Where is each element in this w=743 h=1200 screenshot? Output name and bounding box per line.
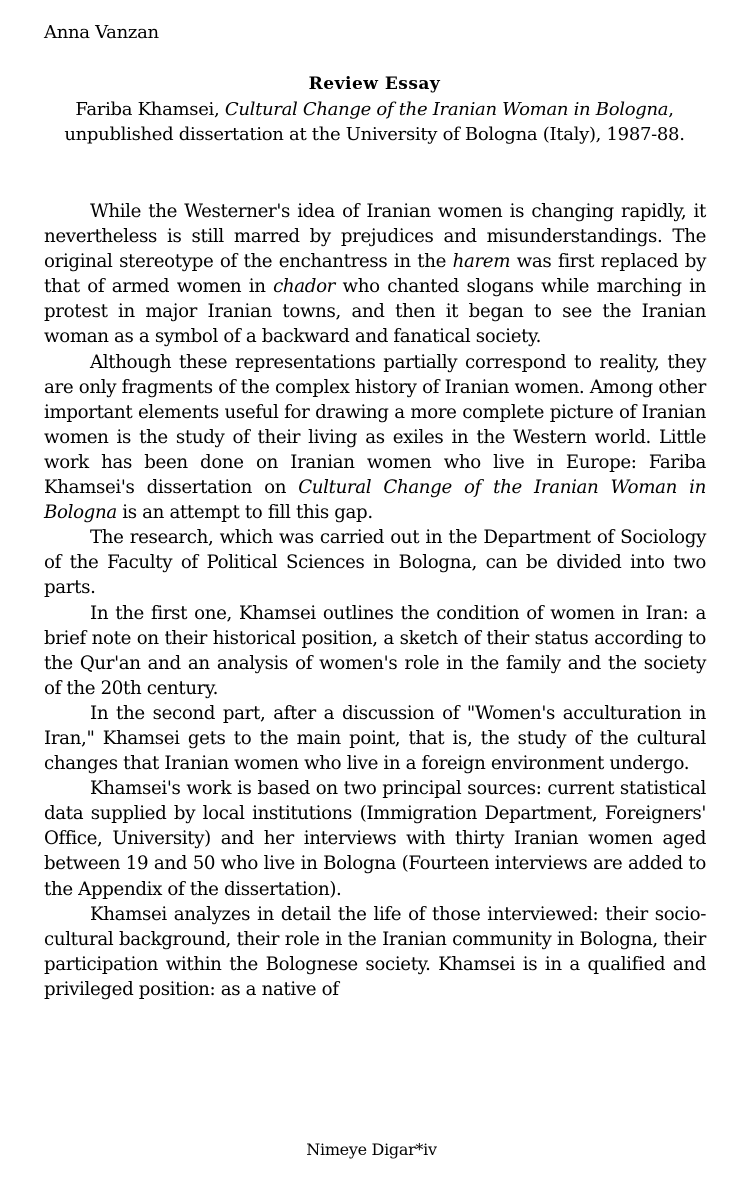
paragraph-7: Khamsei analyzes in detail the life of those interviewed: their socio-cultural background, their role in the Iranian community in Bologna, their participation within the Bolognese society. Khamsei is in a qualified and privileged position: as a native of xyxy=(44,903,706,1000)
text-run: While the Westerner's idea of Iranian women is changing rapidly, it nevertheless is still marred by prejudices and misunderstandings. The original stereotype of the enchantress in the xyxy=(44,201,706,273)
text-run: Although these representations partially correspond to reality, they are only fragments of the complex history of Iranian women. Among other important elements useful for drawing a more complete picture of Iranian women is the study of their living as exiles in the Western world. Little work has been done on Iranian women who live in Europe: Fariba Khamsei's dissertation on xyxy=(44,351,706,499)
page-footer: Nimeye Digar*iv xyxy=(306,1140,437,1159)
paragraph-6: Khamsei's work is based on two principal sources: current statistical data supplied by local institutions (Immigration Department, Foreigners' Office, University) and her interviews with thirty Iranian women aged between 19 and 50 who live in Bologna (Fourteen interviews are added to the Appendix of the dissertation). xyxy=(44,778,706,900)
text-run: who chanted slogans while marching in protest in major Iranian towns, and then it began to see the Iranian woman as a symbol of a backward and fanatical society. xyxy=(44,276,706,348)
review-title-block xyxy=(44,72,705,147)
citation-title: Cultural Change of the Iranian Woman in Bologna xyxy=(224,99,669,120)
paragraph-3: The research, which was carried out in the Department of Sociology of the Faculty of Political Sciences in Bologna, can be divided into two parts. xyxy=(44,527,706,599)
text-run: was first replaced by that of armed women in xyxy=(44,251,706,298)
italic-term: harem xyxy=(452,251,511,273)
paragraph-1 xyxy=(44,199,706,350)
paragraph-4: In the first one, Khamsei outlines the condition of women in Iran: a brief note on their historical position, a sketch of their status according to the Qur'an and an analysis of women's role in the family and the society of the 20th century. xyxy=(44,602,706,699)
italic-title: Cultural Change of the Iranian Woman in Bologna xyxy=(44,477,706,524)
citation-details: , unpublished dissertation at the University of Bologna (Italy), 1987-88. xyxy=(64,99,685,145)
italic-term: chador xyxy=(273,276,336,298)
running-head-author: Anna Vanzan xyxy=(44,22,159,43)
review-citation xyxy=(44,97,705,147)
review-heading: Review Essay xyxy=(308,74,441,94)
paragraph-5: In the second part, after a discussion of "Women's acculturation in Iran," Khamsei gets to the main point, that is, the study of the cultural changes that Iranian women who live in a foreign environment undergo. xyxy=(44,702,706,775)
citation-author: Fariba Khamsei, xyxy=(75,99,225,120)
paragraph-2 xyxy=(44,350,706,526)
essay-body xyxy=(44,199,706,1002)
text-run: is an attempt to fill this gap. xyxy=(116,502,373,524)
